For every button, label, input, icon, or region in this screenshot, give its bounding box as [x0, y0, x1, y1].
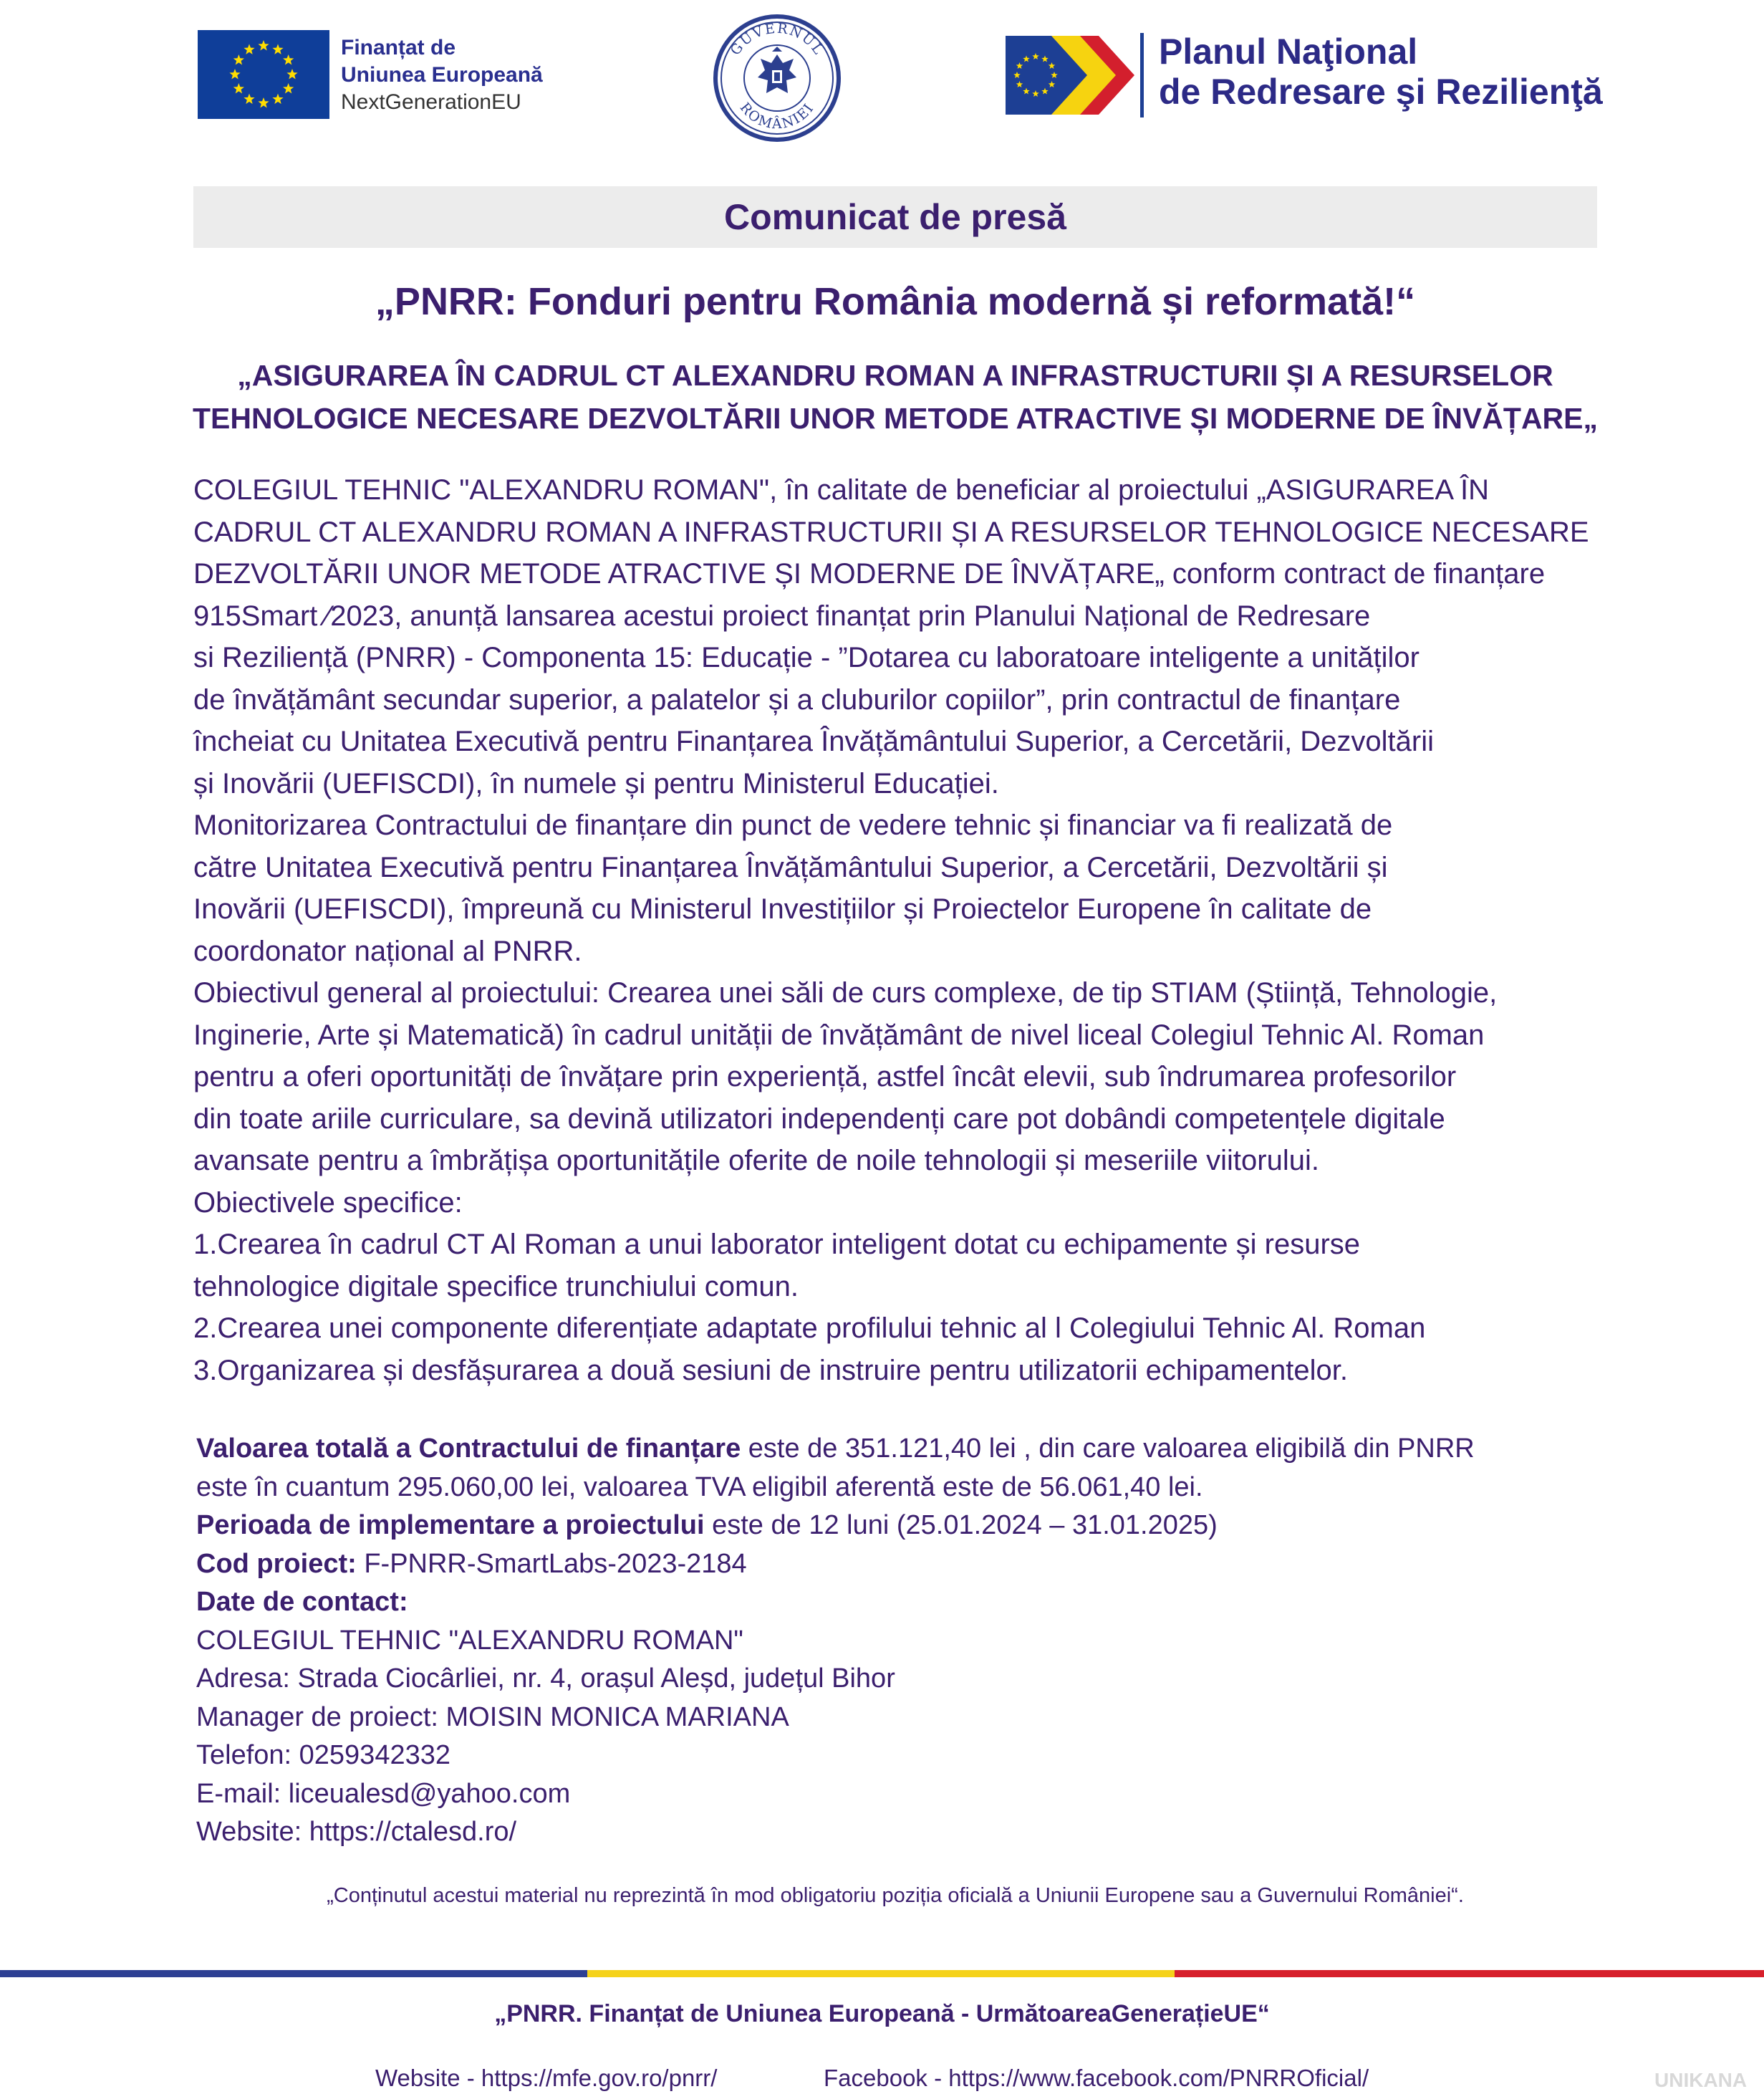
eu-star-icon: [283, 54, 294, 64]
footer-stripe-blue: [0, 1970, 587, 1977]
eu-star-icon: [272, 44, 283, 54]
project-details: [196, 1430, 1629, 1852]
eu-flag-icon: [198, 30, 329, 119]
body-line: din toate ariile curriculare, sa devină utilizatori independenți care pot dobândi competențele digitale: [193, 1103, 1445, 1135]
project-title: [165, 354, 1626, 440]
code-label: Cod proiect:: [196, 1548, 357, 1579]
page-title: Comunicat de presă: [724, 197, 1066, 237]
pnrr-text-line1: Planul Naţional: [1159, 32, 1418, 72]
eu-star-icon: [233, 83, 244, 93]
project-title-line: TEHNOLOGICE NECESARE DEZVOLTĂRII UNOR METODE ATRACTIVE ȘI MODERNE DE ÎNVĂȚARE„: [192, 402, 1599, 435]
pnrr-arrow-icon: [1006, 33, 1149, 117]
slogan-heading: „PNRR: Fonduri pentru România modernă și reformată!“: [375, 280, 1416, 323]
disclaimer: „Conținutul acestui material nu reprezintă în mod obligatoriu poziția oficială a Uniunii Europene sau a Guvernului României“.: [327, 1884, 1464, 1907]
eu-star-icon: [258, 97, 269, 107]
contract-value-label: Valoarea totală a Contractului de finanțare: [196, 1433, 741, 1464]
pnrr-logo-text: [1159, 32, 1603, 112]
implementation-period: [196, 1507, 1629, 1545]
body-line: coordonator național al PNRR.: [193, 935, 582, 967]
body-line: 915Smart ⁄2023, anunță lansarea acestui proiect finanțat prin Planului Național de Redresare: [193, 600, 1371, 632]
contact-label: Date de contact:: [196, 1587, 408, 1617]
period-text: este de 12 luni (25.01.2024 – 31.01.2025): [704, 1510, 1218, 1540]
contact-line: Adresa: Strada Ciocârliei, nr. 4, orașul Aleșd, județul Bihor: [196, 1663, 895, 1694]
eu-text-line3: NextGenerationEU: [341, 90, 521, 114]
period-label: Perioada de implementare a proiectului: [196, 1510, 705, 1540]
body-line: COLEGIUL TEHNIC "ALEXANDRU ROMAN", în calitate de beneficiar al proiectului „ASIGURAREA ÎN: [193, 474, 1490, 506]
pnrr-text-line2: de Redresare şi Rezilienţă: [1159, 72, 1603, 112]
eu-star-icon: [283, 83, 294, 93]
eu-star-icon: [272, 94, 283, 104]
contact-website[interactable]: Website: https://ctalesd.ro/: [196, 1817, 517, 1847]
body-line: 1.Crearea în cadrul CT Al Roman a unui laborator inteligent dotat cu echipamente și resurse: [193, 1229, 1361, 1260]
eu-star-icon: [233, 54, 244, 64]
press-release-body: [193, 469, 1626, 1391]
body-line: către Unitatea Executivă pentru Finanțarea Învățământului Superior, a Cercetării, Dezvoltării și: [193, 851, 1388, 883]
project-title-line: „ASIGURAREA ÎN CADRUL CT ALEXANDRU ROMAN A INFRASTRUCTURII ȘI A RESURSELOR: [237, 359, 1553, 392]
contact-line: Telefon: 0259342332: [196, 1740, 450, 1770]
footer-facebook-link[interactable]: Facebook - https://www.facebook.com/PNRROficial/: [824, 2065, 1369, 2091]
seal-text-bottom: ROMÂNIEI: [736, 100, 818, 133]
footer-website-link[interactable]: Website - https://mfe.gov.ro/pnrr/: [375, 2065, 718, 2091]
eu-star-icon: [229, 69, 240, 79]
contact-line: COLEGIUL TEHNIC "ALEXANDRU ROMAN": [196, 1625, 743, 1656]
watermark: UNIKANA: [1654, 2069, 1748, 2091]
body-line: Obiectivele specifice:: [193, 1186, 463, 1219]
body-line: Obiectivul general al proiectului: Crearea unei săli de curs complexe, de tip STIAM (Știință, Tehnologie,: [193, 977, 1498, 1009]
contact-email[interactable]: E-mail: liceualesd@yahoo.com: [196, 1778, 571, 1809]
body-line: pentru a oferi oportunități de învățare prin experiență, astfel încât elevii, sub îndrumarea profesorilor: [193, 1061, 1457, 1092]
contract-value: [196, 1430, 1629, 1469]
contact-line: Manager de proiect: MOISIN MONICA MARIANA: [196, 1701, 789, 1732]
body-line: și Inovării (UEFISCDI), în numele și pentru Ministerul Educației.: [193, 767, 999, 799]
body-line: DEZVOLTĂRII UNOR METODE ATRACTIVE ȘI MODERNE DE ÎNVĂȚARE„ conform contract de finanțare: [193, 558, 1546, 590]
body-line: Inginerie, Arte și Matematică) în cadrul unității de învățământ de nivel liceal Colegiul Tehnic Al. Roman: [193, 1019, 1485, 1051]
contract-value-line2: este în cuantum 295.060,00 lei, valoarea TVA eligibil aferentă este de 56.061,40 lei.: [196, 1471, 1203, 1502]
footer-stripe-red: [1175, 1970, 1764, 1977]
code-text: F-PNRR-SmartLabs-2023-2184: [356, 1548, 747, 1579]
guvernul-romaniei-seal-icon: [712, 13, 842, 143]
body-line: 2.Crearea unei componente diferențiate adaptate profilului tehnic al l Colegiului Tehnic Al. Roman: [193, 1312, 1426, 1344]
eu-funding-label: [341, 34, 543, 116]
body-line: Inovării (UEFISCDI), împreună cu Ministerul Investițiilor și Proiectelor Europene în calitate de: [193, 893, 1372, 925]
project-code: [196, 1545, 1629, 1584]
eu-star-icon: [286, 69, 297, 79]
body-line: Monitorizarea Contractului de finanțare din punct de vedere tehnic și financiar va fi realizată de: [193, 810, 1393, 841]
eu-star-icon: [244, 94, 254, 104]
body-line: avansate pentru a îmbrățișa oportunitățile oferite de noile tehnologii și meseriile viitorului.: [193, 1145, 1319, 1176]
body-line: încheiat cu Unitatea Executivă pentru Finanțarea Învățământului Superior, a Cercetării, Dezvoltării: [193, 726, 1435, 757]
seal-text-top: GUVERNUL: [727, 20, 827, 59]
body-line: si Reziliență (PNRR) - Componenta 15: Educație - ”Dotarea cu laboratoare inteligente a unităților: [193, 642, 1420, 673]
body-line: tehnologice digitale specifice trunchiului comun.: [193, 1270, 799, 1302]
body-line: CADRUL CT ALEXANDRU ROMAN A INFRASTRUCTURII ȘI A RESURSELOR TEHNOLOGICE NECESARE: [193, 516, 1589, 548]
eu-star-icon: [244, 44, 254, 54]
footer-slogan: „PNRR. Finanțat de Uniunea Europeană - UrmătoareaGenerațieUE“: [494, 2000, 1270, 2027]
body-line: 3.Organizarea și desfășurarea a două sesiuni de instruire pentru utilizatorii echipamentelor.: [193, 1354, 1349, 1386]
contract-value-text: este de 351.121,40 lei , din care valoarea eligibilă din PNRR: [741, 1433, 1475, 1464]
body-line: de învățământ secundar superior, a palatelor și a cluburilor copiilor”, prin contractul de finanțare: [193, 683, 1401, 716]
eu-star-icon: [258, 40, 269, 50]
footer-stripe-yellow: [587, 1970, 1175, 1977]
title-bar: [193, 186, 1597, 248]
eu-text-line1: Finanțat de: [341, 36, 456, 59]
eu-text-line2: Uniunea Europeană: [341, 63, 543, 87]
contact-heading: [196, 1583, 1629, 1622]
